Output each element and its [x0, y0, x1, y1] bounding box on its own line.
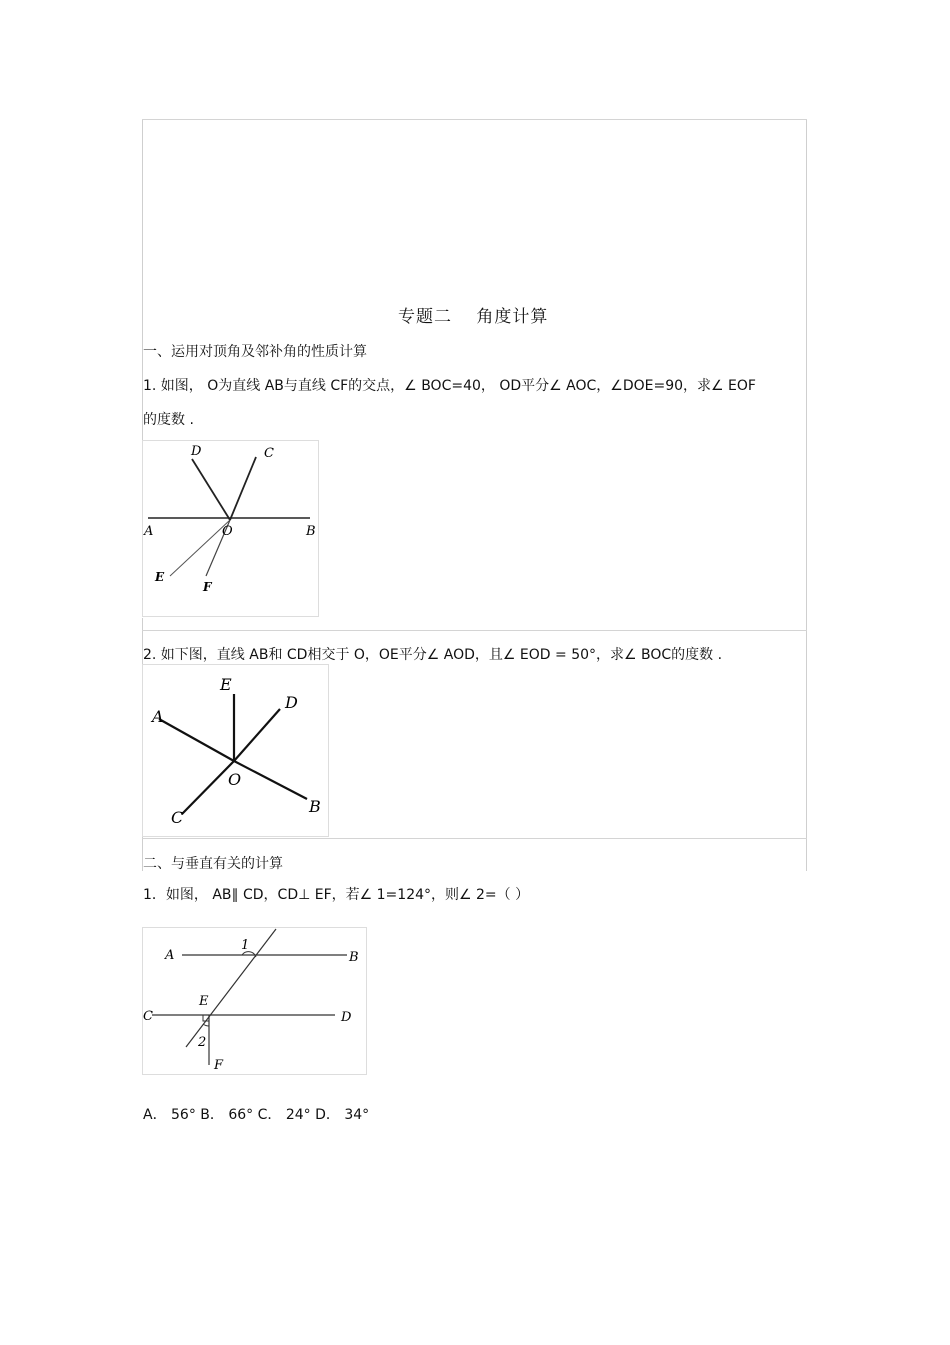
fig1-label-d: D [191, 444, 202, 459]
section-heading-1: 一、运用对顶角及邻补角的性质计算 [143, 344, 367, 360]
figure-1-diagram [142, 440, 320, 618]
divider-1 [142, 630, 807, 631]
question-2-text: 2. 如下图，直线 AB和 CD相交于 O，OE平分∠ AOD，且∠ EOD = 50°，求∠ BOC的度数 . [143, 647, 723, 663]
fig2-label-e: E [220, 675, 232, 694]
fig3-label-c: C [143, 1009, 153, 1024]
divider-2 [142, 838, 807, 839]
question-3-options: A． 56° B． 66° C． 24° D． 34° [143, 1107, 370, 1123]
figure-2-diagram [142, 664, 330, 837]
fig1-label-b: B [306, 524, 316, 539]
question-1-text-cont: 的度数 . [143, 412, 194, 428]
fig3-label-2: 2 [198, 1035, 207, 1050]
fig2-label-o: O [228, 770, 242, 789]
fig2-label-a: A [152, 707, 164, 726]
figure-3 [142, 927, 367, 1075]
figure-2 [142, 664, 330, 837]
fig1-label-f: F [203, 580, 212, 594]
section-heading-2: 二、与垂直有关的计算 [143, 856, 283, 872]
fig1-label-o: O [222, 524, 233, 539]
page-frame-top [142, 119, 807, 120]
figure-1 [142, 440, 320, 618]
fig3-label-a: A [165, 948, 175, 963]
fig3-label-1: 1 [241, 938, 250, 953]
fig2-label-b: B [309, 797, 321, 816]
question-1-text: 1. 如图， O为直线 AB与直线 CF的交点，∠ BOC=40， OD平分∠ AOC，∠DOE=90，求∠ EOF [143, 378, 756, 394]
fig1-label-c: C [264, 446, 274, 461]
fig1-label-a: A [144, 524, 154, 539]
fig3-label-d: D [341, 1010, 352, 1025]
fig1-label-e: E [155, 570, 165, 584]
figure-3-diagram [142, 927, 367, 1075]
question-3-text: 1．如图， AB∥ CD，CD⊥ EF，若∠ 1=124°，则∠ 2=（ ） [143, 887, 530, 903]
page-title: 专题二 角度计算 [398, 307, 549, 327]
fig3-label-b: B [349, 950, 359, 965]
fig2-label-c: C [171, 808, 184, 827]
fig2-label-d: D [285, 693, 298, 712]
fig3-label-f: F [214, 1058, 224, 1073]
fig3-label-e: E [199, 994, 209, 1009]
page-frame-right [806, 119, 807, 871]
